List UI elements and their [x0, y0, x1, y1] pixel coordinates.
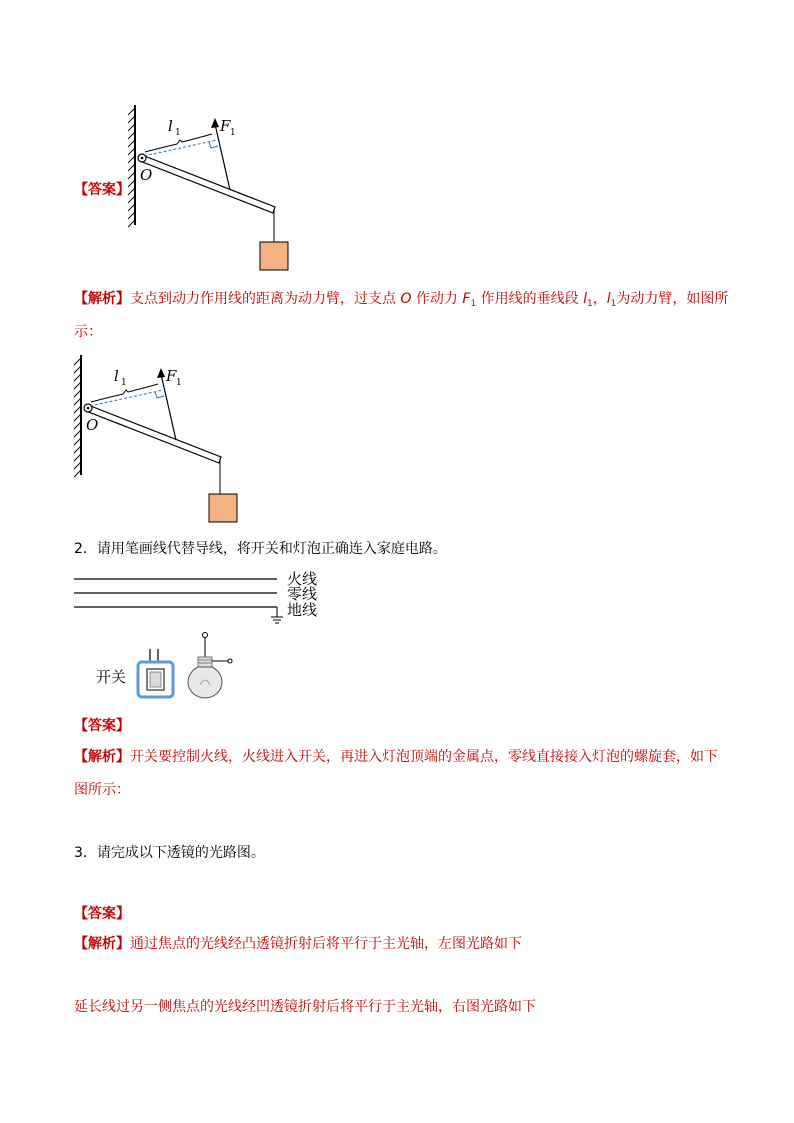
f1-label: F — [166, 367, 177, 385]
analysis-1-l2: l — [606, 291, 611, 307]
analysis-1-text-e: 为动力臂，如图所 — [616, 291, 729, 307]
l1-label: l — [114, 367, 119, 385]
live-wire-label: 火线 — [287, 570, 318, 588]
analysis-1-line-1 — [74, 288, 728, 309]
analysis-1-line-2: 示： — [74, 324, 102, 340]
answer-2-tag: 【答案】 — [74, 718, 130, 734]
l1-sub: 1 — [121, 378, 127, 388]
analysis-2-tag: 【解析】 — [74, 749, 130, 765]
analysis-1-text-a: 支点到动力作用线的距离为动力臂，过支点 — [130, 291, 401, 307]
analysis-2-text-a: 开关要控制火线，火线进入开关，再进入灯泡顶端的金属点，零线直接接入灯泡的螺旋套，如下 — [130, 749, 718, 765]
circuit-diagram — [74, 565, 344, 705]
question-2-text: 2．请用笔画线代替导线，将开关和灯泡正确连入家庭电路。 — [74, 541, 447, 557]
analysis-3-text-a: 通过焦点的光线经凸透镜折射后将平行于主光轴，左图光路如下 — [130, 936, 522, 952]
f1-label: F — [220, 117, 231, 135]
ground-wire-label: 地线 — [287, 601, 318, 619]
lever-diagram-2 — [66, 350, 286, 530]
f1-sub: 1 — [176, 378, 182, 388]
analysis-1-o: O — [400, 291, 412, 307]
switch-icon — [138, 649, 173, 697]
l1-label: l — [168, 117, 173, 135]
light-bulb-icon — [188, 633, 232, 699]
analysis-1-l1-sub: 1 — [586, 299, 593, 309]
analysis-3-line-1 — [74, 933, 522, 953]
answer-1-tag: 【答案】 — [74, 182, 130, 198]
analysis-3-line-2: 延长线过另一侧焦点的光线经凹透镜折射后将平行于主光轴，右图光路如下 — [74, 999, 536, 1015]
analysis-1-text-d: ， — [592, 291, 607, 307]
answer-3-tag: 【答案】 — [74, 906, 130, 922]
answer-1-section — [0, 0, 794, 280]
analysis-2-line-1 — [74, 746, 718, 766]
question-3-text: 3．请完成以下透镜的光路图。 — [74, 845, 265, 861]
l1-sub: 1 — [175, 128, 181, 138]
neutral-wire-label: 零线 — [287, 585, 318, 603]
analysis-1-l2-sub: 1 — [610, 299, 617, 309]
analysis-1-l1: l — [583, 291, 587, 307]
o-label: O — [140, 166, 153, 184]
o-label: O — [86, 416, 99, 434]
lever-diagram-1 — [120, 100, 340, 280]
analysis-3-tag: 【解析】 — [74, 936, 130, 952]
f1-sub: 1 — [230, 128, 236, 138]
analysis-1-f-sub: 1 — [470, 299, 477, 309]
analysis-1-tag: 【解析】 — [74, 291, 130, 307]
switch-label: 开关 — [96, 668, 127, 686]
analysis-1-text-b: 作动力 — [411, 291, 463, 307]
analysis-1-text-c: 作用线的垂线段 — [476, 291, 584, 307]
analysis-2-line-2: 图所示： — [74, 782, 130, 798]
analysis-1-f: F — [462, 291, 471, 307]
